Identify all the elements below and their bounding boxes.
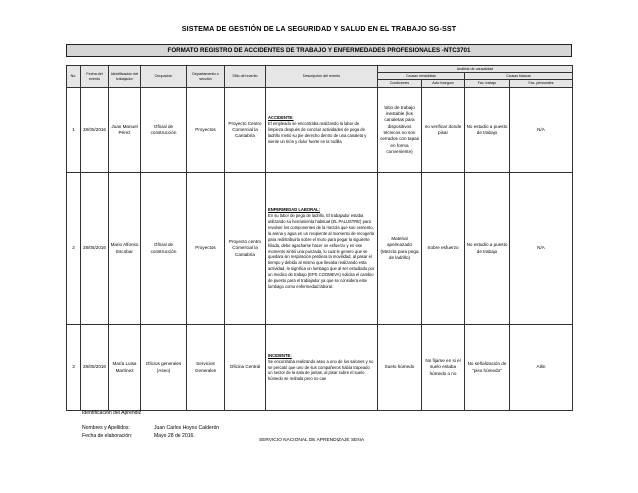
row-trabajador: Juan Manuel Pérez — [109, 88, 141, 173]
row-departamento: Servicios Generales — [187, 325, 225, 411]
row-condiciones: Material apelmazado (Mezcla para pega de ladrillo) — [378, 173, 422, 325]
row-departamento: Proyectos — [187, 88, 225, 173]
format-title: FORMATO REGISTRO DE ACCIDENTES DE TRABAJO Y ENFERMEDADES PROFESIONALES -NTC3701 — [66, 44, 572, 57]
table-row — [67, 325, 573, 411]
header-actos: Acto inseguro — [422, 80, 465, 88]
header-causas-basicas: Causas básicas — [465, 73, 573, 80]
footer-institucion: SERVICIO NACIONAL DE APRENDIZAJE SENA — [259, 438, 365, 443]
row-no: 2 — [67, 173, 81, 325]
row-actos: No fijarse en si el suelo estaba húmedo o no — [422, 325, 465, 411]
header-condiciones: Condiciones — [378, 80, 422, 88]
row-actos: Sobre esfuerzo — [422, 173, 465, 325]
row-condiciones: Sitio de trabajo inestable (los canaletas para dispositivos técnicos no son cerrados con tapas en forma conveniente) — [378, 88, 422, 173]
row-factor-trabajo: No señalización de "piso húmedo" — [465, 325, 510, 411]
header-causas-inmediatas: Causas inmediatas — [378, 73, 465, 80]
accident-register-table — [66, 65, 573, 411]
row-factor-trabajo: No estudio a puesto de trabajo — [465, 173, 510, 325]
row-ocupacion: Oficios generales (Aseo) — [141, 325, 187, 411]
footer-identificacion: Identificación del Aprendiz — [82, 410, 142, 416]
header-factor-personal: Fac. personales — [510, 80, 573, 88]
row-sitio: Oficina Central — [225, 325, 266, 411]
header-no: No. — [67, 66, 81, 88]
header-analisis: Análisis de causalidad — [378, 66, 573, 73]
row-trabajador: Mario Alfonso Escobar — [109, 173, 141, 325]
table-row — [67, 88, 573, 173]
header-sitio: Sitio del evento — [225, 66, 266, 88]
row-descripcion — [266, 173, 378, 325]
row-no: 1 — [67, 88, 81, 173]
footer-nombres-label: Nombres y Apellidos: — [82, 425, 130, 431]
row-factor-trabajo: No estudio a puesto de trabajo — [465, 88, 510, 173]
row-descripcion-title: ACCIDENTE: — [268, 115, 294, 121]
row-factor-personal: Atlin — [510, 325, 573, 411]
footer-nombres-value: Juan Carlos Hoyos Calderón — [154, 425, 220, 431]
header-departamento: Departamento o sección — [187, 66, 225, 88]
row-no: 3 — [67, 325, 81, 411]
row-descripcion-title: INCIDENTE: — [268, 352, 292, 358]
row-sitio: Proyecto centro Comercial la Cantabria — [225, 173, 266, 325]
header-factor-trabajo: Fac. trabajo — [465, 80, 510, 88]
row-descripcion-body: En su labor de pega de ladrillo, El trabajador estaba utilizando su herramienta habitual (EL PALUSTRE) para revolver los componentes de la mezcla que son cemento, la arena y agua en un recipiente al momento de recogerla para redistribuirla sobre el muro para pegar la siguiente hilada, debe agacharse hacer un esfuerzo y en ese momento sintió una punzada, lo cual le genero que se quedara sin respiración perdiera la movilidad, al pasar el tiempo y debido al mismo que llevaba realizando esta actividad, le significa un lumbago que al ser estudiado por un medico de trabajo (EPS COOMEVA) solicita el cambio de puesto para el trabajador ya que se considera este lumbago como enfermedad laboral. — [268, 212, 375, 290]
row-fecha: 28/05/2016 — [81, 173, 109, 325]
row-descripcion-body: Se encontraba realizando aseo a uno de los salones y no se percató que uno de sus compañeros había trapeado un sector de la sala de juntas, al pisar sobre el suelo húmedo se resbala pero no cae — [268, 358, 374, 382]
row-fecha: 28/05/2016 — [81, 325, 109, 411]
header-ocupacion: Ocupación — [141, 66, 187, 88]
header-identificacion: Identificación del trabajador — [109, 66, 141, 88]
row-sitio: Proyecto Centro Comercial la Cantabria — [225, 88, 266, 173]
row-descripcion — [266, 325, 378, 411]
row-actos: no verificar donde pisar — [422, 88, 465, 173]
row-condiciones: Suelo húmedo — [378, 325, 422, 411]
row-fecha: 28/05/2016 — [81, 88, 109, 173]
row-departamento: Proyectos — [187, 173, 225, 325]
row-factor-personal: N/A — [510, 173, 573, 325]
row-descripcion-body: El empleado se encontraba realizando la labor de limpieza después de concluir actividades de pega de ladrillo metió su pie derecho dentro de una canaleta y siente un tirón y dolor fuerte en la rodilla — [268, 121, 367, 144]
footer-fecha-label: Fecha de elaboración: — [82, 433, 133, 439]
header-descripcion: Descripción del evento — [266, 66, 378, 88]
row-descripcion — [266, 88, 378, 173]
row-descripcion-title: ENFERMEDAD LABORAL: — [268, 206, 320, 212]
row-factor-personal: N/A — [510, 88, 573, 173]
row-trabajador: María Luisa Martínez — [109, 325, 141, 411]
document-title: SISTEMA DE GESTIÓN DE LA SEGURIDAD Y SALUD EN EL TRABAJO SG-SST — [181, 24, 457, 33]
footer-fecha-value: Mayo 28 de 2016. — [154, 433, 195, 439]
row-ocupacion: Oficial de construcción — [141, 173, 187, 325]
row-ocupacion: Oficial de construcción — [141, 88, 187, 173]
table-row — [67, 173, 573, 325]
header-fecha: Fecha del evento — [81, 66, 109, 88]
